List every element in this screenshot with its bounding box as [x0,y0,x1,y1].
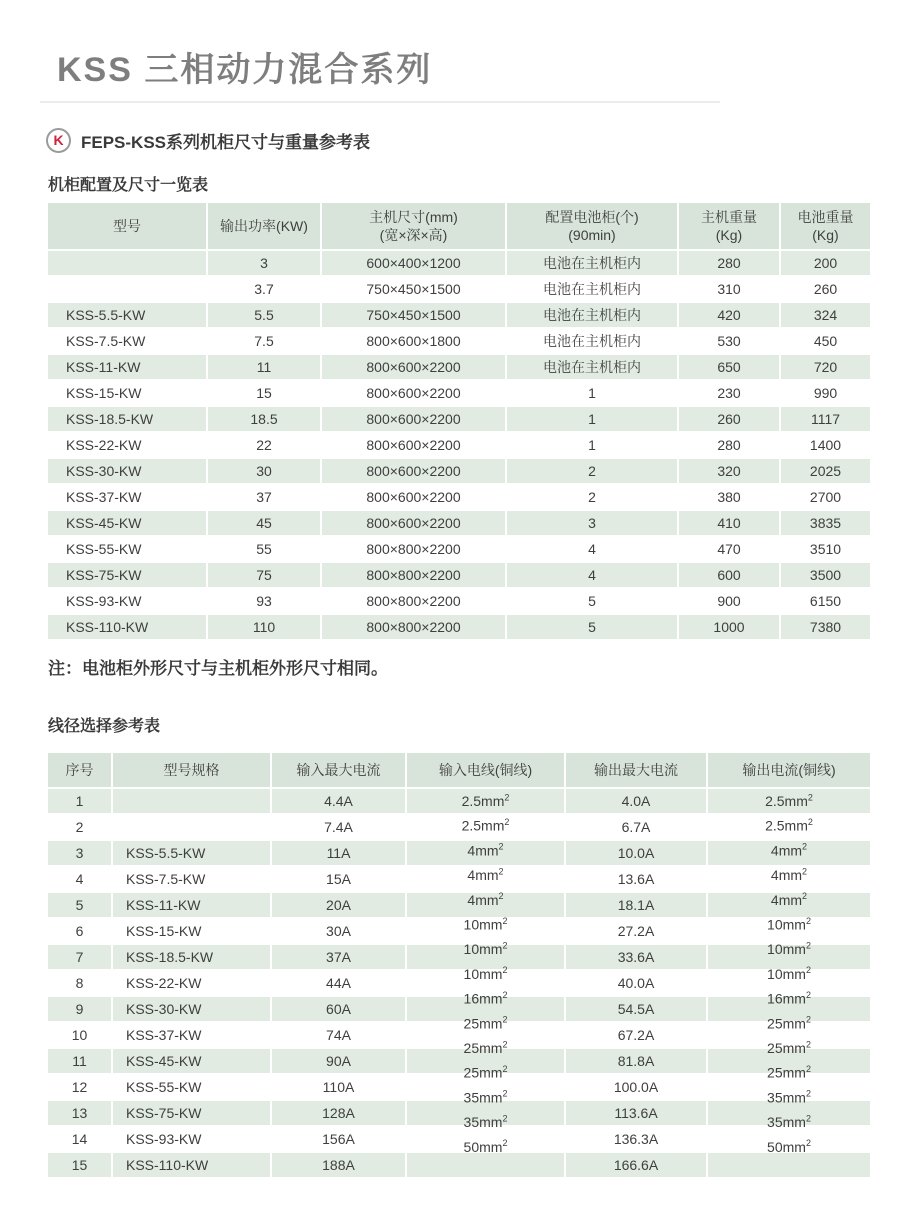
table-cell: 93 [208,589,320,613]
table-cell: 320 [679,459,779,483]
table-row [48,971,870,995]
table-row [48,615,870,639]
table-cell: 45 [208,511,320,535]
table-cell: KSS-22-KW [113,971,270,995]
table-cell: 800×600×2200 [322,381,505,405]
cabinet-size-weight-table [46,201,872,641]
table-cell [48,251,206,275]
table-row [48,355,870,379]
column-header: 型号规格 [113,753,270,787]
table-cell: $10mm^2$ [708,919,870,943]
table-cell: KSS-45-KW [48,511,206,535]
table-cell: 800×600×2200 [322,511,505,535]
table-cell: 67.2A [566,1023,706,1047]
table-cell: 10.0A [566,841,706,865]
table-cell: $50mm^2$ [708,1153,870,1177]
column-header: 输入电线(铜线) [407,753,564,787]
table-cell: 650 [679,355,779,379]
table-row [48,815,870,839]
table-cell: 30A [272,919,405,943]
table-cell: 156A [272,1127,405,1151]
table-cell: 1 [507,433,677,457]
table-cell: 5 [507,589,677,613]
table-row [48,329,870,353]
table-cell: 166.6A [566,1153,706,1177]
table-cell: $4mm^2$ [708,841,870,865]
table-cell: KSS-5.5-KW [113,841,270,865]
table-cell: 420 [679,303,779,327]
table-row [48,459,870,483]
table-row [48,1153,870,1177]
table-cell: 800×800×2200 [322,589,505,613]
table-cell: 15 [208,381,320,405]
table-row [48,789,870,813]
table-cell: 44A [272,971,405,995]
table-cell: 电池在主机柜内 [507,251,677,275]
table-cell: 电池在主机柜内 [507,329,677,353]
table-cell: 7.5 [208,329,320,353]
header-row [48,203,870,249]
table-cell: 8 [48,971,111,995]
table-cell: 1117 [781,407,870,431]
table-cell: 110A [272,1075,405,1099]
column-header: 主机重量 (Kg) [679,203,779,249]
column-header: 输出电流(铜线) [708,753,870,787]
table-row [48,537,870,561]
table-row [48,1101,870,1125]
table-cell: 40.0A [566,971,706,995]
column-header: 输出功率(KW) [208,203,320,249]
table-cell: KSS-75-KW [48,563,206,587]
table-cell: 260 [781,277,870,301]
table-cell: 2 [507,485,677,509]
table-cell: KSS-15-KW [113,919,270,943]
table-cell: $35mm^2$ [708,1101,870,1125]
table-cell: 720 [781,355,870,379]
table-cell: 6150 [781,589,870,613]
table-cell: 800×600×2200 [322,355,505,379]
table-cell: 800×800×2200 [322,563,505,587]
table-cell: $2.5mm^2$ [407,789,564,813]
table-cell: KSS-30-KW [48,459,206,483]
page-title: KSS 三相动力混合系列 [57,51,433,89]
table-row [48,433,870,457]
table-cell: 800×600×2200 [322,407,505,431]
table-cell: 9 [48,997,111,1021]
table-cell: 22 [208,433,320,457]
table-cell: $25mm^2$ [407,1023,564,1047]
table-cell: KSS-11-KW [113,893,270,917]
table-cell: 1 [507,407,677,431]
table-cell: 4 [48,867,111,891]
table-cell: 410 [679,511,779,535]
table-cell: 750×450×1500 [322,277,505,301]
table-cell: 30 [208,459,320,483]
table-cell: 1 [48,789,111,813]
table-cell: 2 [48,815,111,839]
table-cell: 3510 [781,537,870,561]
table-cell: 113.6A [566,1101,706,1125]
table-cell: 10 [48,1023,111,1047]
table-cell: $16mm^2$ [708,997,870,1021]
table-cell: 18.5 [208,407,320,431]
table-cell: 3 [48,841,111,865]
table-cell: $2.5mm^2$ [708,815,870,839]
table-cell: KSS-7.5-KW [48,329,206,353]
column-header: 主机尺寸(mm) (宽×深×高) [322,203,505,249]
table-row [48,563,870,587]
column-header: 序号 [48,753,111,787]
table-cell: 1400 [781,433,870,457]
table-row [48,277,870,301]
table-cell: 450 [781,329,870,353]
table-cell: 230 [679,381,779,405]
table-cell: 4 [507,537,677,561]
table-cell: 1 [507,381,677,405]
table-cell: 7380 [781,615,870,639]
table-cell: 11 [48,1049,111,1073]
table-cell: 470 [679,537,779,561]
table-cell: 800×600×2200 [322,459,505,483]
wire-size-table [46,751,872,1179]
table-row [48,893,870,917]
table-cell: 75 [208,563,320,587]
note-text: 注：电池柜外形尺寸与主机柜外形尺寸相同。 [48,659,388,678]
section-heading: FEPS-KSS系列机柜尺寸与重量参考表 [81,133,371,152]
table-cell: $25mm^2$ [708,1075,870,1099]
table-cell: KSS-55-KW [48,537,206,561]
table-cell: 2025 [781,459,870,483]
table-cell: KSS-75-KW [113,1101,270,1125]
table-cell: 188A [272,1153,405,1177]
cabinet-table-head [48,203,870,249]
table-cell: $25mm^2$ [407,1075,564,1099]
table-cell: 7 [48,945,111,969]
table-cell [113,789,270,813]
table-cell: 74A [272,1023,405,1047]
table-cell: $10mm^2$ [407,971,564,995]
table-cell: 55 [208,537,320,561]
table-cell: 电池在主机柜内 [507,303,677,327]
table-cell: $2.5mm^2$ [407,815,564,839]
table-cell [113,815,270,839]
table-cell: 6.7A [566,815,706,839]
table-cell: $25mm^2$ [407,1049,564,1073]
table-cell: KSS-110-KW [113,1153,270,1177]
table-row [48,945,870,969]
table-cell: 136.3A [566,1127,706,1151]
table-cell: 800×600×2200 [322,485,505,509]
table-cell: $25mm^2$ [708,1023,870,1047]
table-cell: 37 [208,485,320,509]
wire-table-head [48,753,870,787]
table-cell: 4.0A [566,789,706,813]
table-cell: $4mm^2$ [407,893,564,917]
table-cell: 4 [507,563,677,587]
table-cell: 电池在主机柜内 [507,355,677,379]
table-cell: KSS-93-KW [48,589,206,613]
table-cell: 37A [272,945,405,969]
table-cell [48,277,206,301]
table-cell: $35mm^2$ [407,1127,564,1151]
table-cell: 60A [272,997,405,1021]
table-cell: KSS-93-KW [113,1127,270,1151]
table-cell: $50mm^2$ [407,1153,564,1177]
table-cell: 13 [48,1101,111,1125]
table-row [48,841,870,865]
cabinet-table-title: 机柜配置及尺寸一览表 [48,177,209,194]
table-cell: $10mm^2$ [708,945,870,969]
table-row [48,1075,870,1099]
table-cell: 54.5A [566,997,706,1021]
table-cell: 18.1A [566,893,706,917]
table-cell: 600 [679,563,779,587]
table-cell: 4.4A [272,789,405,813]
table-row [48,407,870,431]
table-cell: 750×450×1500 [322,303,505,327]
table-row [48,303,870,327]
table-cell: 530 [679,329,779,353]
table-cell: KSS-30-KW [113,997,270,1021]
table-cell: 2 [507,459,677,483]
table-cell: 81.8A [566,1049,706,1073]
table-cell: 电池在主机柜内 [507,277,677,301]
table-cell: $10mm^2$ [708,971,870,995]
table-cell: 280 [679,251,779,275]
table-cell: 20A [272,893,405,917]
table-cell: KSS-55-KW [113,1075,270,1099]
table-cell: KSS-45-KW [113,1049,270,1073]
table-cell: $25mm^2$ [708,1049,870,1073]
table-cell: $4mm^2$ [407,867,564,891]
column-header: 输入最大电流 [272,753,405,787]
table-row [48,511,870,535]
table-cell: KSS-22-KW [48,433,206,457]
table-row [48,1023,870,1047]
table-cell: 310 [679,277,779,301]
table-cell: 90A [272,1049,405,1073]
table-cell: 1000 [679,615,779,639]
wire-table-title: 线径选择参考表 [48,718,161,735]
column-header: 配置电池柜(个) (90min) [507,203,677,249]
table-cell: 280 [679,433,779,457]
k-circle-badge-icon: K [46,128,71,153]
table-row [48,485,870,509]
table-cell: 900 [679,589,779,613]
table-cell: 800×800×2200 [322,537,505,561]
table-cell: 100.0A [566,1075,706,1099]
table-cell: 27.2A [566,919,706,943]
table-cell: 800×800×2200 [322,615,505,639]
table-cell: 110 [208,615,320,639]
table-row [48,1049,870,1073]
table-cell: $2.5mm^2$ [708,789,870,813]
table-cell: 3500 [781,563,870,587]
table-cell: 7.4A [272,815,405,839]
table-cell: $16mm^2$ [407,997,564,1021]
table-cell: 5 [507,615,677,639]
table-row [48,919,870,943]
table-cell: KSS-110-KW [48,615,206,639]
table-cell: 128A [272,1101,405,1125]
title-divider [40,101,720,103]
table-cell: KSS-11-KW [48,355,206,379]
wire-table-body [48,789,870,1177]
table-cell: $10mm^2$ [407,919,564,943]
table-cell: 324 [781,303,870,327]
table-cell: 200 [781,251,870,275]
table-cell: KSS-37-KW [113,1023,270,1047]
table-cell: 3 [208,251,320,275]
table-cell: $4mm^2$ [407,841,564,865]
table-cell: 13.6A [566,867,706,891]
table-row [48,589,870,613]
table-row [48,1127,870,1151]
table-cell: $35mm^2$ [407,1101,564,1125]
table-row [48,251,870,275]
table-cell: 14 [48,1127,111,1151]
table-cell: 15A [272,867,405,891]
cabinet-table-body [48,251,870,639]
table-cell: KSS-18.5-KW [113,945,270,969]
table-cell: $4mm^2$ [708,867,870,891]
column-header: 输出最大电流 [566,753,706,787]
table-cell: 3 [507,511,677,535]
table-cell: $10mm^2$ [407,945,564,969]
table-cell: 6 [48,919,111,943]
table-row [48,997,870,1021]
table-cell: $4mm^2$ [708,893,870,917]
section-heading-row [46,128,370,153]
table-cell: 2700 [781,485,870,509]
table-cell: $35mm^2$ [708,1127,870,1151]
header-row [48,753,870,787]
table-cell: KSS-5.5-KW [48,303,206,327]
table-cell: 11 [208,355,320,379]
table-cell: KSS-15-KW [48,381,206,405]
table-cell: 800×600×2200 [322,433,505,457]
table-row [48,381,870,405]
table-cell: 15 [48,1153,111,1177]
table-cell: KSS-37-KW [48,485,206,509]
table-cell: 260 [679,407,779,431]
table-cell: 5 [48,893,111,917]
table-cell: KSS-18.5-KW [48,407,206,431]
table-cell: 3.7 [208,277,320,301]
table-cell: 800×600×1800 [322,329,505,353]
column-header: 电池重量 (Kg) [781,203,870,249]
column-header: 型号 [48,203,206,249]
table-cell: 600×400×1200 [322,251,505,275]
table-cell: 990 [781,381,870,405]
table-row [48,867,870,891]
table-cell: 11A [272,841,405,865]
table-cell: 5.5 [208,303,320,327]
table-cell: 12 [48,1075,111,1099]
table-cell: 3835 [781,511,870,535]
table-cell: 33.6A [566,945,706,969]
table-cell: 380 [679,485,779,509]
table-cell: KSS-7.5-KW [113,867,270,891]
